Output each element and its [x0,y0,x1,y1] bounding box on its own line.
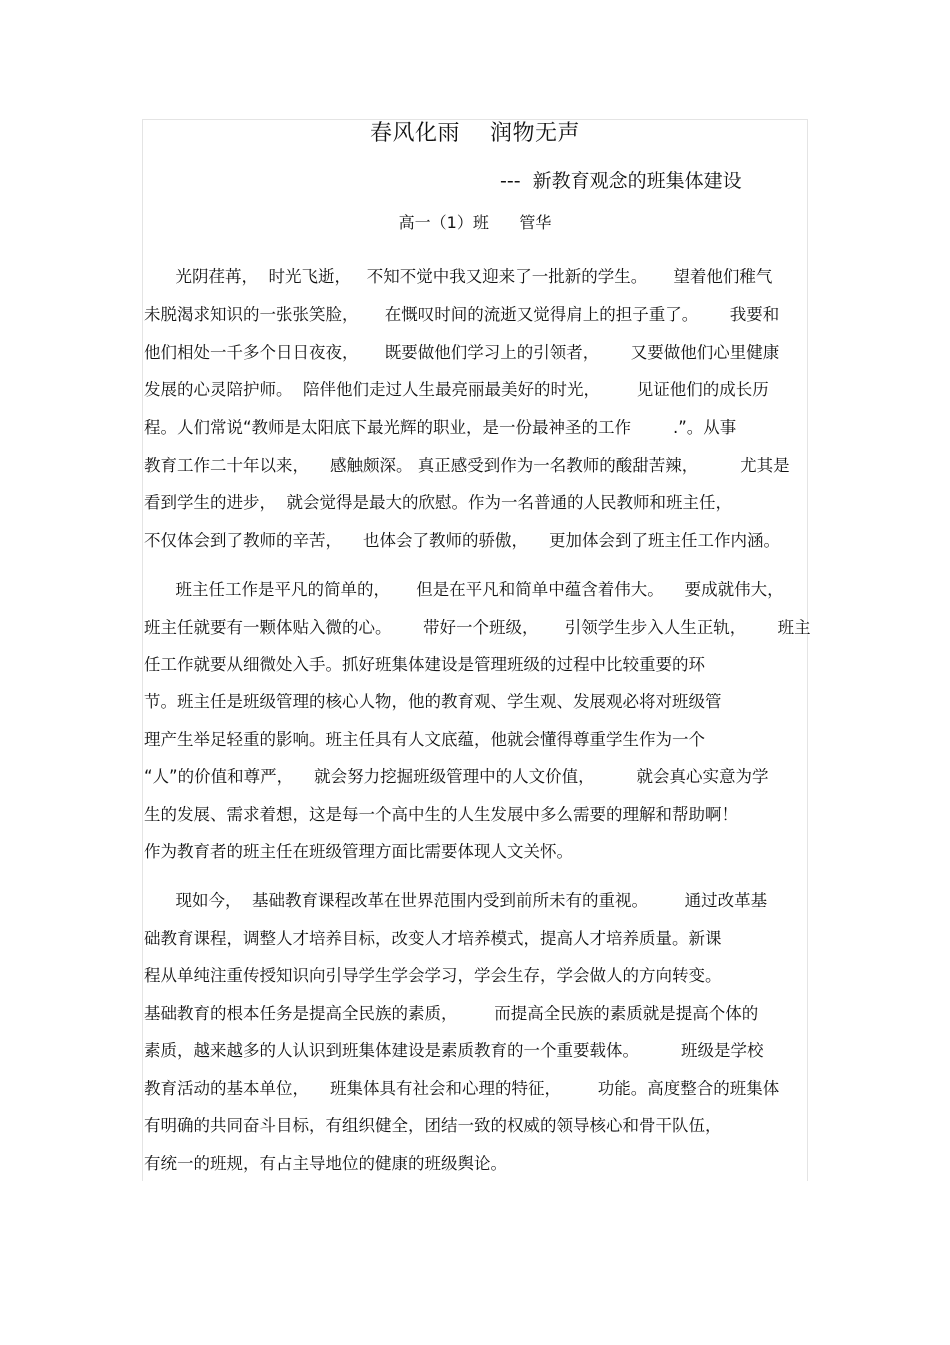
document-title: 春风化雨 润物无声 [370,121,580,146]
text-line: 程。人们常说“教师是太阳底下最光辉的职业，是一份最神圣的工作 .”。从事 [144,418,737,437]
text-line: 看到学生的进步， 就会觉得是最大的欣慰。作为一名普通的人民教师和班主任， [144,493,732,512]
text-line: 任工作就要从细微处入手。抓好班集体建设是管理班级的过程中比较重要的环 [144,655,705,674]
text-line: 础教育课程，调整人才培养目标，改变人才培养模式，提高人才培养质量。新课 [144,929,722,948]
text-line: 未脱渴求知识的一张张笑脸， 在慨叹时间的流逝又觉得肩上的担子重了。 我要和 [144,305,780,324]
text-line: “人”的价值和尊严， 就会努力挖掘班级管理中的人文价值， 就会真心实意为学 [144,767,769,786]
text-line: 生的发展、需求着想，这是每一个高中生的人生发展中多么需要的理解和帮助啊！ [144,805,738,824]
author-line: 高一（1）班 管华 [398,213,552,232]
text-line: 教育工作二十年以来， 感触颇深。 真正感受到作为一名教师的酸甜苦辣， 尤其是 [144,456,790,475]
text-line: 节。班主任是班级管理的核心人物，他的教育观、学生观、发展观必将对班级管 [144,692,722,711]
text-line: 基础教育的根本任务是提高全民族的素质， 而提高全民族的素质就是提高个体的 [144,1004,759,1023]
text-line: 现如今， 基础教育课程改革在世界范围内受到前所未有的重视。 通过改革基 [144,891,768,910]
text-line: 作为教育者的班主任在班级管理方面比需要体现人文关怀。 [144,842,573,861]
text-line: 有统一的班规，有占主导地位的健康的班级舆论。 [144,1154,507,1173]
text-line: 发展的心灵陪护师。 陪伴他们走过人生最亮丽最美好的时光， 见证他们的成长历 [144,380,769,399]
text-line: 班主任工作是平凡的简单的， 但是在平凡和简单中蕴含着伟大。 要成就伟大， [144,580,784,599]
text-line: 程从单纯注重传授知识向引导学生学会学习，学会生存，学会做人的方向转变。 [144,966,722,985]
text-line: 不仅体会到了教师的辛苦， 也体会了教师的骄傲， 更加体会到了班主任工作内涵。 [144,531,780,550]
document-subtitle: --- 新教育观念的班集体建设 [500,170,742,192]
text-line: 班主任就要有一颗体贴入微的心。 带好一个班级， 引领学生步入人生正轨， 班主 [144,618,811,637]
text-line: 理产生举足轻重的影响。班主任具有人文底蕴，他就会懂得尊重学生作为一个 [144,730,705,749]
text-line: 素质，越来越多的人认识到班集体建设是素质教育的一个重要载体。 班级是学校 [144,1041,764,1060]
text-line: 光阴荏苒， 时光飞逝， 不知不觉中我又迎来了一批新的学生。 望着他们稚气 [144,267,773,286]
text-line: 教育活动的基本单位， 班集体具有社会和心理的特征， 功能。高度整合的班集体 [144,1079,780,1098]
text-line: 有明确的共同奋斗目标，有组织健全，团结一致的权威的领导核心和骨干队伍， [144,1116,722,1135]
text-line: 他们相处一千多个日日夜夜， 既要做他们学习上的引领者， 又要做他们心里健康 [144,343,780,362]
